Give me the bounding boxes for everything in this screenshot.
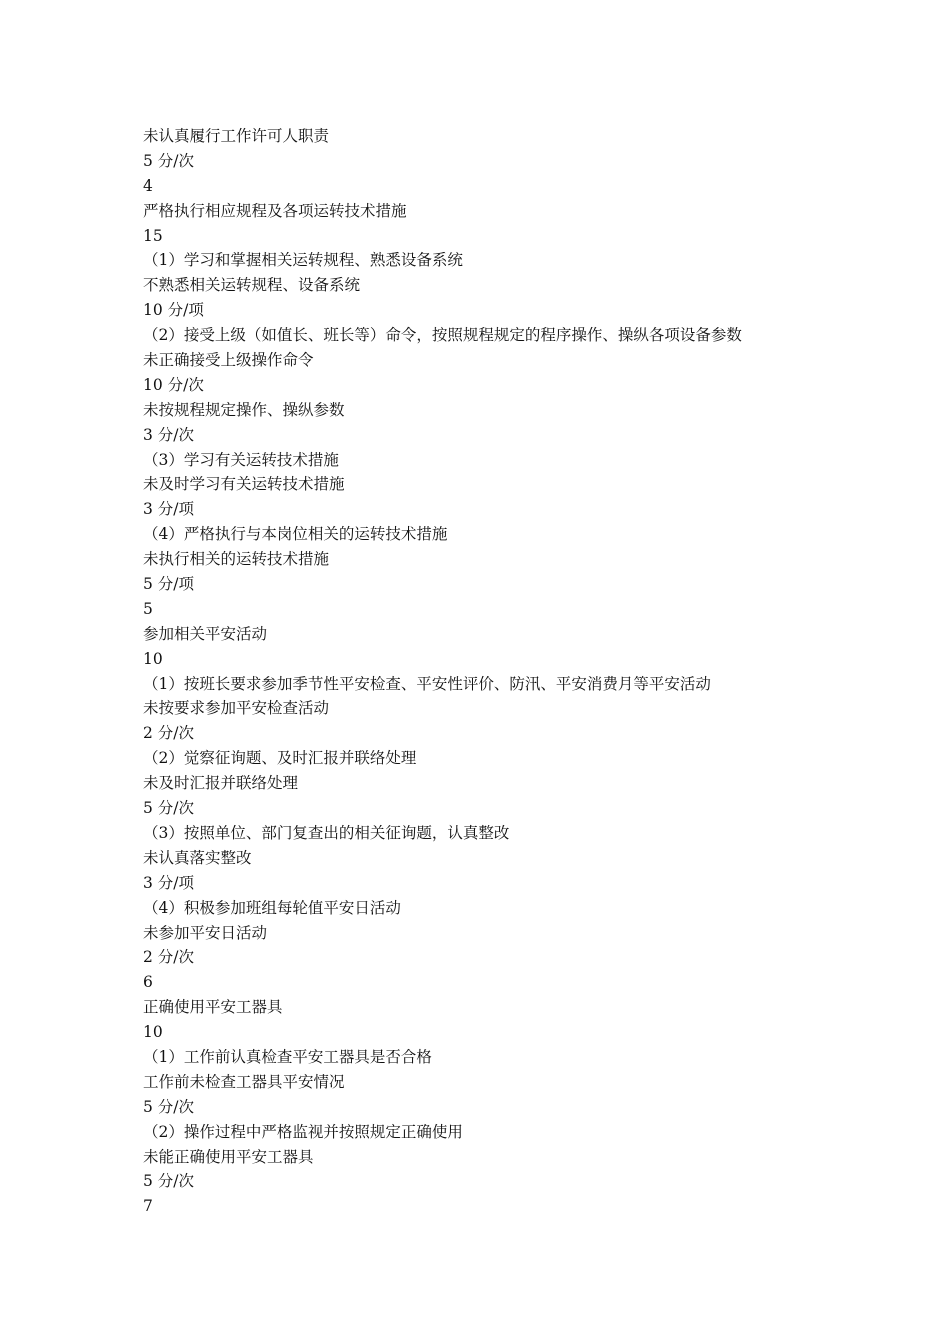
text-line: 5 分/次 (143, 1172, 195, 1191)
text-line: 5 分/次 (143, 799, 195, 818)
text-line: 10 分/项 (143, 301, 204, 320)
text-line: 3 分/次 (143, 425, 195, 444)
text-line: （1）学习和掌握相关运转规程、熟悉设备系统 (143, 251, 463, 270)
document-body (143, 124, 843, 1219)
text-line: 6 (143, 973, 153, 992)
text-line: （1）按班长要求参加季节性平安检查、平安性评价、防汛、平安消费月等平安活动 (143, 674, 711, 693)
text-line: 未正确接受上级操作命令 (143, 351, 314, 370)
text-line: 未认真落实整改 (143, 848, 252, 867)
text-line: 5 (143, 599, 153, 618)
text-line: 10 (143, 649, 163, 668)
text-line: 未按要求参加平安检查活动 (143, 699, 330, 718)
text-line: 5 分/次 (143, 151, 195, 170)
text-line: 15 (143, 226, 163, 245)
text-line: （4）严格执行与本岗位相关的运转技术措施 (143, 525, 448, 544)
text-line: 3 分/项 (143, 873, 195, 892)
text-line: 5 分/次 (143, 1097, 195, 1116)
text-line: 3 分/项 (143, 500, 195, 519)
text-line: 未及时汇报并联络处理 (143, 774, 299, 793)
text-line: （2）接受上级（如值长、班长等）命令，按照规程规定的程序操作、操纵各项设备参数 (143, 326, 742, 345)
text-line: （4）积极参加班组每轮值平安日活动 (143, 898, 401, 917)
text-line: 5 分/项 (143, 575, 195, 594)
text-line: 严格执行相应规程及各项运转技术措施 (143, 201, 407, 220)
text-line: 未及时学习有关运转技术措施 (143, 475, 345, 494)
text-line: （3）按照单位、部门复查出的相关征询题，认真整改 (143, 823, 510, 842)
text-line: 2 分/次 (143, 724, 195, 743)
text-line: （2）操作过程中严格监视并按照规定正确使用 (143, 1122, 463, 1141)
text-line: 不熟悉相关运转规程、设备系统 (143, 276, 361, 295)
text-line: （3）学习有关运转技术措施 (143, 450, 339, 469)
text-line: 7 (143, 1197, 153, 1216)
text-line: 未参加平安日活动 (143, 923, 268, 942)
text-line: 工作前未检查工器具平安情况 (143, 1072, 345, 1091)
text-line: （2）觉察征询题、及时汇报并联络处理 (143, 749, 417, 768)
text-line: 4 (143, 176, 153, 195)
text-line: 未按规程规定操作、操纵参数 (143, 400, 345, 419)
text-line: 10 分/次 (143, 375, 204, 394)
text-line: 参加相关平安活动 (143, 624, 268, 643)
text-line: 未能正确使用平安工器具 (143, 1147, 314, 1166)
text-line: 未认真履行工作许可人职责 (143, 127, 330, 145)
text-line: 未执行相关的运转技术措施 (143, 550, 330, 569)
text-line: 2 分/次 (143, 948, 195, 967)
text-line: （1）工作前认真检查平安工器具是否合格 (143, 1047, 432, 1066)
text-line: 10 (143, 1023, 163, 1042)
text-line: 正确使用平安工器具 (143, 998, 283, 1017)
